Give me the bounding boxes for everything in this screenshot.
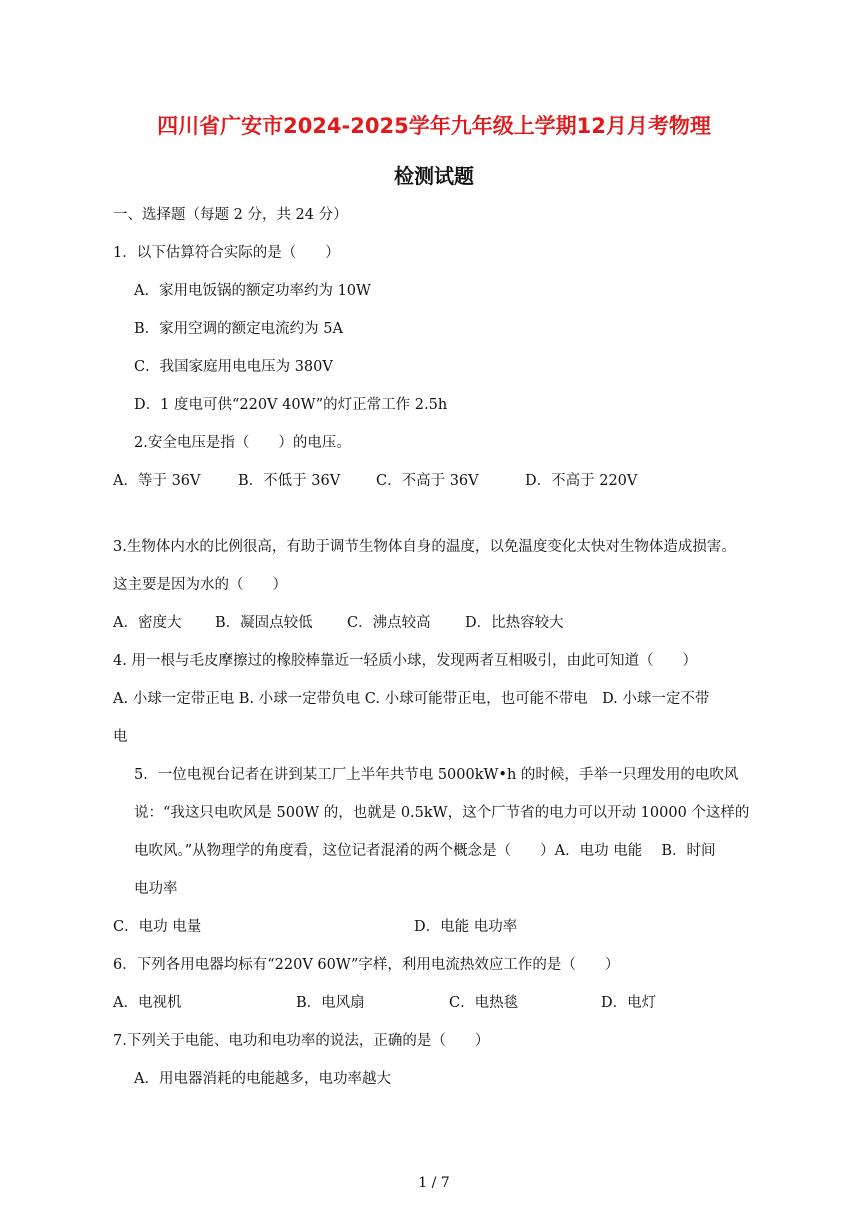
document-subtitle: 检测试题	[394, 164, 474, 188]
document-title: 四川省广安市2024-2025学年九年级上学期12月月考物理	[157, 114, 711, 138]
q6-option-a: A．电视机	[113, 995, 182, 1011]
q1-option-a: A．家用电饭锅的额定功率约为 10W	[134, 283, 371, 299]
q3-option-d: D．比热容较大	[465, 615, 564, 631]
q4-options-line1: A. 小球一定带正电 B. 小球一定带负电 C. 小球可能带正电，也可能不带电 D. 小球一定不带	[113, 691, 710, 707]
q1-option-c: C．我国家庭用电电压为 380V	[134, 359, 333, 375]
q2-option-a: A．等于 36V	[113, 473, 201, 489]
q6-option-d: D．电灯	[601, 995, 657, 1011]
q5-option-d: D．电能 电功率	[414, 919, 518, 935]
q2-option-c: C．不高于 36V	[376, 473, 479, 489]
page-number: 1 / 7	[418, 1175, 450, 1191]
q2-option-d: D．不高于 220V	[525, 473, 638, 489]
q7-stem: 7.下列关于电能、电功和电功率的说法，正确的是（ ）	[113, 1033, 490, 1049]
q3-stem-line2: 这主要是因为水的（ ）	[113, 577, 287, 593]
q3-option-b: B．凝固点较低	[215, 615, 313, 631]
q4-options-line2: 电	[113, 729, 128, 745]
q5-line2: 说：“我这只电吹风是 500W 的，也就是 0.5kW，这个厂节省的电力可以开动 10000 个这样的	[134, 805, 750, 821]
q2-stem: 2.安全电压是指（ ）的电压。	[134, 435, 351, 451]
q4-stem: 4. 用一根与毛皮摩擦过的橡胶棒靠近一轻质小球，发现两者互相吸引，由此可知道（ ）	[113, 653, 697, 669]
q5-option-c: C．电功 电量	[113, 919, 202, 935]
q6-option-c: C．电热毯	[449, 995, 519, 1011]
q3-option-a: A．密度大	[113, 615, 182, 631]
q1-stem: 1．以下估算符合实际的是（ ）	[113, 245, 340, 261]
q5-line4: 电功率	[134, 881, 178, 897]
q5-line3: 电吹风。”从物理学的角度看，这位记者混淆的两个概念是（ ）A．电功 电能 B．时间	[134, 843, 716, 859]
section-heading: 一、选择题（每题 2 分，共 24 分）	[113, 207, 348, 223]
q6-stem: 6．下列各用电器均标有“220V 60W”字样，利用电流热效应工作的是（ ）	[113, 957, 620, 973]
q3-stem-line1: 3.生物体内水的比例很高，有助于调节生物体自身的温度，以免温度变化太快对生物体造成损害。	[113, 539, 736, 555]
q1-option-d: D．1 度电可供“220V 40W”的灯正常工作 2.5h	[134, 397, 448, 413]
q5-line1: 5．一位电视台记者在讲到某工厂上半年共节电 5000kW•h 的时候，手举一只理发用的电吹风	[134, 767, 739, 783]
q3-option-c: C．沸点较高	[347, 615, 431, 631]
q6-option-b: B．电风扇	[296, 995, 365, 1011]
q2-option-b: B．不低于 36V	[238, 473, 341, 489]
q7-option-a: A．用电器消耗的电能越多，电功率越大	[134, 1071, 391, 1087]
q1-option-b: B．家用空调的额定电流约为 5A	[134, 321, 343, 337]
